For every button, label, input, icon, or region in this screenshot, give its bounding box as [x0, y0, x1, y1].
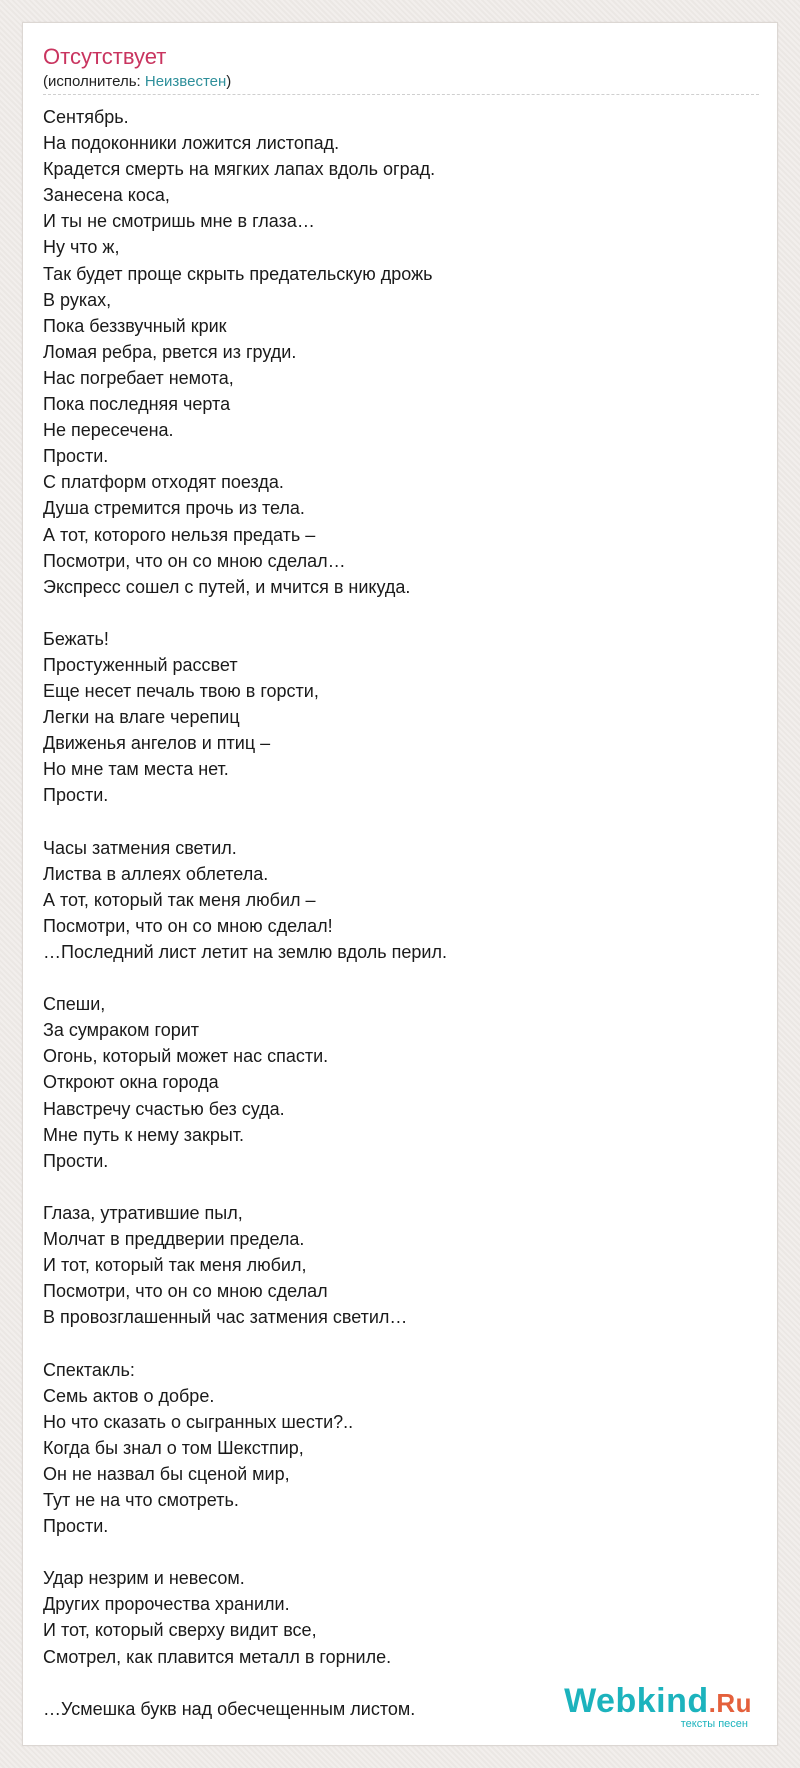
lyric-line [43, 965, 743, 991]
lyric-line [43, 809, 743, 835]
lyric-line: И тот, который сверху видит все, [43, 1620, 317, 1641]
lyric-line: Посмотри, что он со мною сделал [43, 1281, 328, 1302]
lyric-line: За сумраком горит [43, 1020, 200, 1041]
lyric-line: Когда бы знал о том Шекстпир, [43, 1437, 304, 1458]
lyric-line: Прости. [43, 1150, 109, 1171]
lyric-line: Прости. [43, 446, 109, 467]
lyric-line: Спеши, [43, 994, 106, 1015]
lyric-line: А тот, которого нельзя предать – [43, 524, 316, 545]
lyric-line: Экспресс сошел с путей, и мчится в никуда. [43, 576, 411, 597]
artist-line [43, 72, 231, 92]
lyric-line: Тут не на что смотреть. [43, 1489, 239, 1510]
lyric-line: Смотрел, как плавится металл в горниле. [43, 1646, 392, 1667]
lyric-line: …Последний лист летит на землю вдоль перил. [43, 942, 447, 962]
lyric-line: Прости. [43, 1516, 109, 1537]
lyric-line: И тот, который так меня любил, [43, 1255, 307, 1276]
lyric-line: Так будет проще скрыть предательскую дрожь [43, 263, 433, 284]
lyric-line: …Усмешка букв над обесчещенным листом. [43, 1698, 416, 1719]
lyric-line: С платформ отходят поезда. [43, 472, 284, 493]
lyric-line: Прости. [43, 785, 109, 806]
artist-link[interactable]: Неизвестен [144, 73, 227, 90]
logo-tagline: тексты песен [680, 1718, 748, 1730]
lyric-line: Откроют окна города [43, 1072, 219, 1093]
lyric-line: Посмотри, что он со мною сделал! [43, 915, 333, 936]
lyric-line: Навстречу счастью без суда. [43, 1098, 285, 1119]
lyric-line: Сентябрь. [43, 107, 129, 127]
lyric-line: Посмотри, что он со мною сделал… [43, 550, 346, 571]
lyric-line: В руках, [43, 289, 112, 310]
lyric-line: Пока беззвучный крик [43, 315, 227, 336]
lyric-line: Занесена коса, [43, 185, 170, 206]
site-logo[interactable] [552, 1681, 752, 1733]
artist-suffix: ) [226, 73, 232, 90]
lyric-line: Мне путь к нему закрыт. [43, 1124, 245, 1145]
lyric-line: А тот, который так меня любил – [43, 889, 316, 910]
lyric-line: Легки на влаге черепиц [43, 707, 240, 728]
lyric-line: Бежать! [43, 628, 109, 649]
lyric-line: Пока последняя черта [43, 394, 231, 415]
lyric-line: В провозглашенный час затмения светил… [43, 1307, 408, 1328]
lyric-line: Простуженный рассвет [43, 654, 238, 675]
lyric-line: Не пересечена. [43, 420, 174, 441]
lyric-line [43, 600, 743, 626]
lyric-line: Спектакль: [43, 1359, 135, 1380]
lyric-line: На подоконники ложится листопад. [43, 133, 340, 154]
logo-brand: Webkind [564, 1682, 709, 1720]
logo-tld: .Ru [708, 1688, 752, 1718]
lyric-line: Еще несет печаль твою в горсти, [43, 681, 319, 702]
lyric-line: Ну что ж, [43, 237, 120, 258]
lyric-line: Ломая ребра, рвется из груди. [43, 341, 297, 362]
lyric-line: Движенья ангелов и птиц – [43, 733, 271, 754]
lyrics-card [22, 22, 778, 1746]
song-title: Отсутствует [43, 44, 167, 69]
header-divider [43, 94, 759, 95]
lyric-line: Огонь, который может нас спасти. [43, 1046, 329, 1067]
lyric-line: И ты не смотришь мне в глаза… [43, 211, 315, 232]
lyric-line: Удар незрим и невесом. [43, 1568, 245, 1589]
logo-wordmark [564, 1681, 752, 1723]
lyric-line: Нас погребает немота, [43, 367, 234, 388]
lyric-line [43, 1330, 743, 1356]
lyric-line: Часы затмения светил. [43, 837, 237, 858]
lyric-line: Крадется смерть на мягких лапах вдоль оград. [43, 159, 436, 180]
lyric-line: Семь актов о добре. [43, 1385, 215, 1406]
lyric-line [43, 1539, 743, 1565]
lyric-line [43, 1174, 743, 1200]
lyric-line: Глаза, утратившие пыл, [43, 1202, 243, 1223]
lyric-line: Молчат в преддверии предела. [43, 1229, 305, 1250]
lyric-line: Но что сказать о сыгранных шести?.. [43, 1411, 354, 1432]
lyric-line: Душа стремится прочь из тела. [43, 498, 305, 519]
lyric-line: Других пророчества хранили. [43, 1594, 290, 1615]
lyrics-text [43, 104, 743, 1722]
lyric-line: Листва в аллеях облетела. [43, 863, 269, 884]
artist-prefix: (исполнитель: [43, 73, 145, 90]
lyric-line: Но мне там места нет. [43, 759, 229, 780]
lyric-line: Он не назвал бы сценой мир, [43, 1463, 290, 1484]
